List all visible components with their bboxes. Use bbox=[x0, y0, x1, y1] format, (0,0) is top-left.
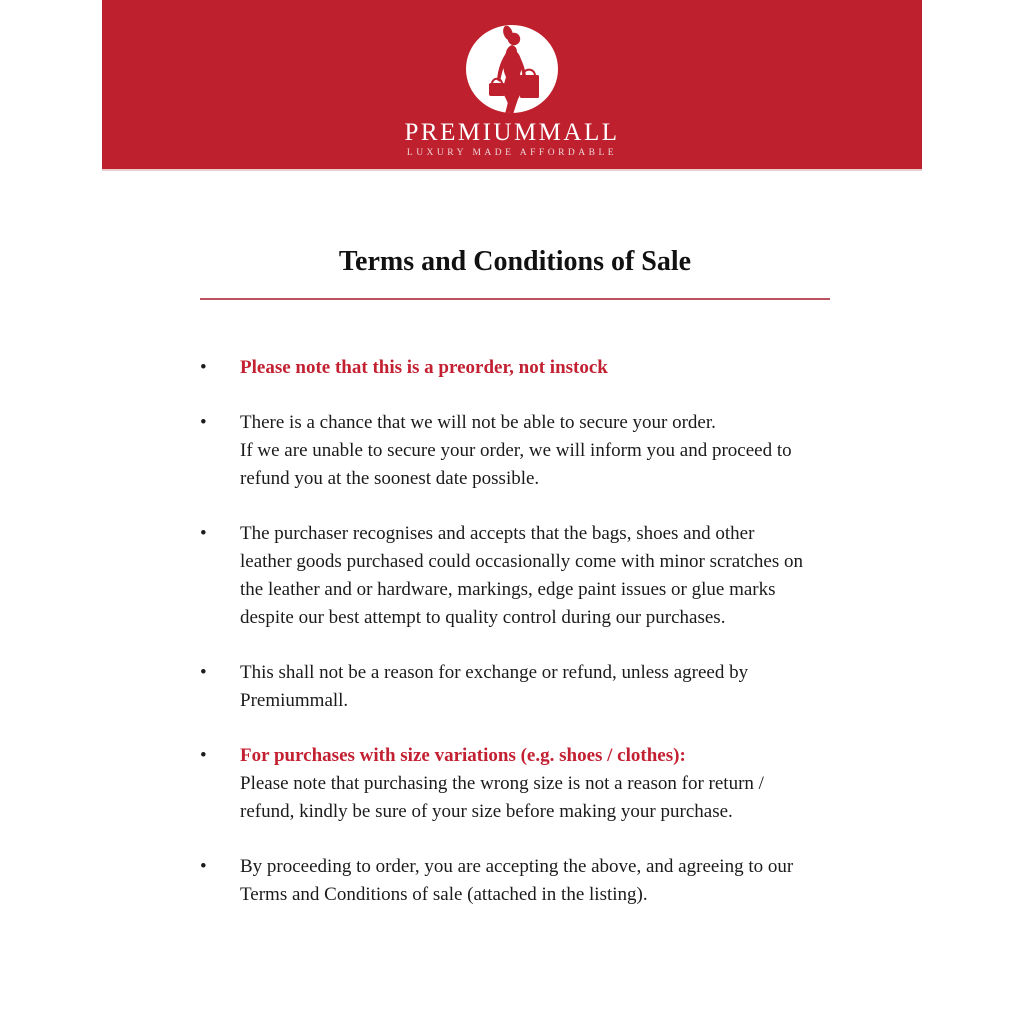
bullet-text-line: Please note that purchasing the wrong size is not a reason for return / bbox=[240, 773, 764, 794]
bullet-text-line: By proceeding to order, you are accepting the above, and agreeing to our bbox=[240, 856, 794, 877]
bullet-text-line: refund, kindly be sure of your size before making your purchase. bbox=[240, 801, 733, 822]
list-item bbox=[200, 354, 830, 382]
brand-logo bbox=[102, 24, 922, 158]
bullet-text-line: Terms and Conditions of sale (attached in the listing). bbox=[240, 884, 648, 905]
woman-with-shopping-bags-icon bbox=[464, 24, 560, 120]
bullet-icon: • bbox=[200, 357, 207, 378]
header-banner bbox=[102, 0, 922, 169]
bullet-text-line: The purchaser recognises and accepts that the bags, shoes and other bbox=[240, 523, 755, 544]
list-item bbox=[200, 659, 830, 715]
bullet-text-line: despite our best attempt to quality control during our purchases. bbox=[240, 607, 726, 628]
brand-name: PREMIUMMALL bbox=[404, 119, 620, 146]
list-item bbox=[200, 520, 830, 632]
bullet-text-line: Premiummall. bbox=[240, 690, 349, 711]
bullet-text-line: If we are unable to secure your order, we will inform you and proceed to bbox=[240, 440, 792, 461]
terms-document bbox=[200, 244, 830, 936]
bullet-text-line: For purchases with size variations (e.g. shoes / clothes): bbox=[240, 745, 686, 766]
bullet-text-line: This shall not be a reason for exchange or refund, unless agreed by bbox=[240, 662, 749, 683]
brand-tagline: LUXURY MADE AFFORDABLE bbox=[406, 148, 618, 158]
title-divider bbox=[200, 298, 830, 300]
list-item bbox=[200, 409, 830, 493]
bullet-text-line: Please note that this is a preorder, not instock bbox=[240, 357, 608, 378]
bullet-text-line: There is a chance that we will not be able to secure your order. bbox=[240, 412, 716, 433]
bullet-icon: • bbox=[200, 412, 207, 433]
page-title: Terms and Conditions of Sale bbox=[338, 246, 692, 277]
list-item bbox=[200, 742, 830, 826]
bullet-icon: • bbox=[200, 523, 207, 544]
bullet-icon: • bbox=[200, 856, 207, 877]
bullet-icon: • bbox=[200, 662, 207, 683]
bullet-text-line: leather goods purchased could occasionally come with minor scratches on bbox=[240, 551, 803, 572]
list-item bbox=[200, 853, 830, 909]
bullet-icon: • bbox=[200, 745, 207, 766]
terms-list bbox=[200, 354, 830, 909]
bullet-text-line: refund you at the soonest date possible. bbox=[240, 468, 540, 489]
bullet-text-line: the leather and or hardware, markings, edge paint issues or glue marks bbox=[240, 579, 776, 600]
